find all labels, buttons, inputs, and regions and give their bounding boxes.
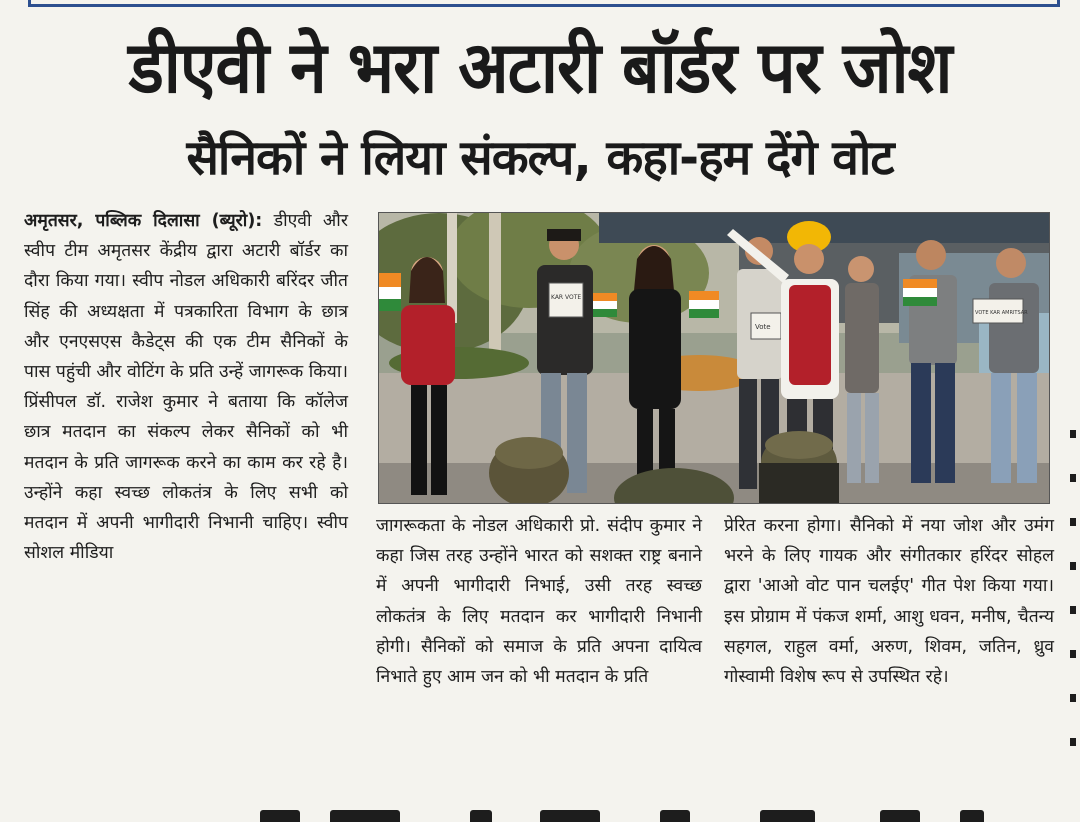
- article-text-col1: डीएवी और स्वीप टीम अमृतसर केंद्रीय द्वारा अटारी बॉर्डर का दौरा किया गया। स्वीप नोडल अधिकारी बरिंदर जीत सिंह की अध्यक्षता में पत्रकारिता विभाग के छात्र और एनएसएस कैडेट्स की एक टीम सैनिकों के पास पहुंची और वोटिंग के प्रति उन्हें जागरूक किया। प्रिंसीपल डॉ. राजेश कुमार ने बताया कि कॉलेज छात्र मतदान का संकल्प लेकर सैनिकों को भी मतदान के प्रति जागरूक करने का काम कर रहे है। उन्होंने कहा स्वच्छ लोकतंत्र के लिए सभी को मतदान में अपनी भागीदारी निभानी चाहिए। स्वीप सोशल मीडिया: [24, 211, 348, 564]
- subheadline: सैनिकों ने लिया संकल्प, कहा-हम देंगे वोट: [186, 130, 894, 186]
- article-column-2: [376, 511, 702, 692]
- cropped-right-margin-text: [1066, 420, 1080, 790]
- person-man-grey: [903, 240, 957, 483]
- dateline: अमृतसर, पब्लिक दिलासा (ब्यूरो):: [24, 211, 263, 231]
- article-column-1: [24, 206, 348, 568]
- article-column-3: [724, 511, 1054, 692]
- top-border-rule: [28, 0, 1060, 7]
- placard-text-1: KAR VOTE: [551, 294, 582, 301]
- placard-text-2: Vote: [755, 323, 771, 331]
- photo-illustration: [379, 213, 1049, 503]
- article-text-col2: जागरूकता के नोडल अधिकारी प्रो. संदीप कुमार ने कहा जिस तरह उन्होंने भारत को सशक्त राष्ट्र बनाने में अपनी भागीदारी निभाई, उसी तरह स्वच्छ लोकतंत्र के लिए मतदान कर भागीदारी निभानी होगी। सैनिकों को समाज के प्रति अपना दायित्व निभाते हुए आम जन को भी मतदान के प्रति: [376, 516, 702, 688]
- cropped-next-headline: [0, 800, 1080, 822]
- news-photo: [378, 212, 1050, 504]
- placard-text-3: VOTE KAR AMRITSAR: [975, 310, 1028, 316]
- article-text-col3: प्रेरित करना होगा। सैनिको में नया जोश और उमंग भरने के लिए गायक और संगीतकार हरिंदर सोहल द्वारा 'आओ वोट पान चलईए' गीत पेश किया गया। इस प्रोग्राम में पंकज शर्मा, आशु धवन, मनीष, चैतन्य सहगल, राहुल वर्मा, अरुण, शिवम, जतिन, ध्रुव गोस्वामी विशेष रूप से उपस्थित रहे।: [724, 516, 1054, 688]
- headline: डीएवी ने भरा अटारी बॉर्डर पर जोश: [128, 25, 952, 110]
